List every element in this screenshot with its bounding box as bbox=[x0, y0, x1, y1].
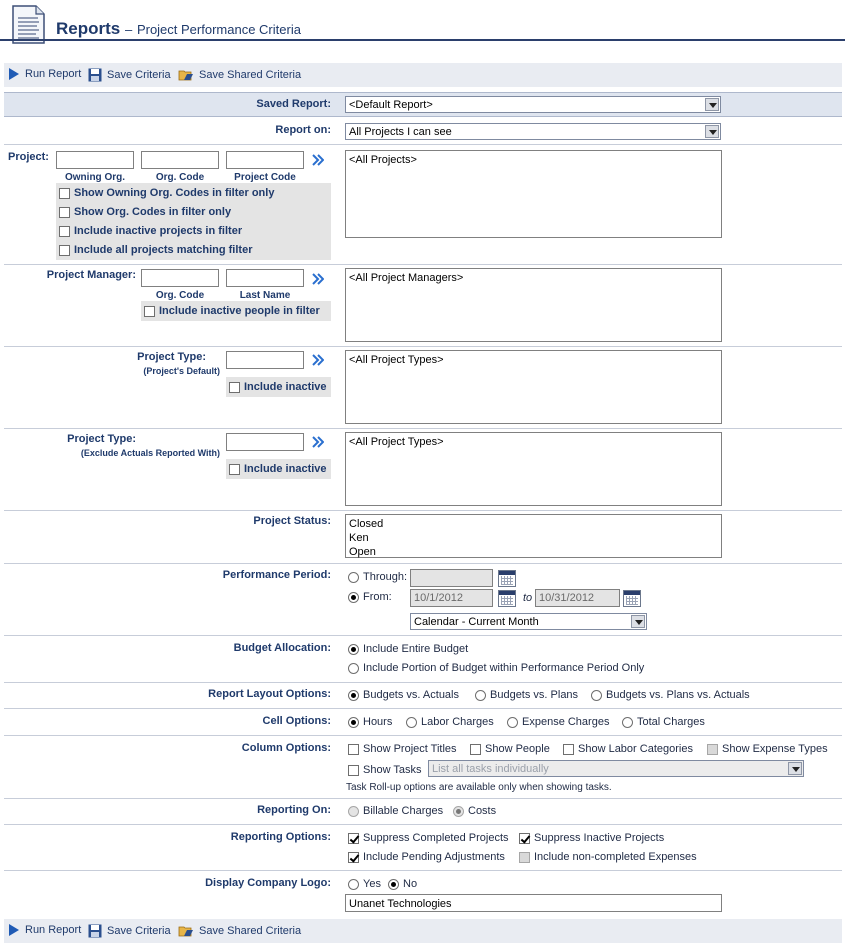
through-date-input[interactable] bbox=[410, 569, 493, 587]
row-divider bbox=[4, 798, 842, 799]
project-org-code-input[interactable] bbox=[141, 151, 219, 169]
checkbox[interactable] bbox=[348, 833, 359, 844]
show-tasks-option[interactable] bbox=[348, 764, 422, 776]
period-select-value: Calendar - Current Month bbox=[414, 616, 539, 628]
top-toolbar bbox=[4, 63, 842, 87]
report-on-select[interactable] bbox=[345, 123, 721, 140]
row-divider bbox=[4, 735, 842, 736]
performance-period-label: Performance Period: bbox=[222, 569, 331, 581]
save-criteria-button[interactable] bbox=[88, 68, 171, 82]
save-shared-criteria-button[interactable] bbox=[178, 68, 301, 82]
save-disk-icon bbox=[88, 68, 102, 82]
costs-option[interactable] bbox=[453, 805, 496, 817]
option-label: Include Pending Adjustments bbox=[363, 851, 505, 863]
list-item[interactable]: <All Project Managers> bbox=[349, 272, 464, 284]
show-expense-types-option[interactable] bbox=[707, 743, 828, 755]
option-label: Budgets vs. Plans vs. Actuals bbox=[606, 689, 750, 701]
checkbox[interactable] bbox=[519, 852, 530, 863]
save-shared-criteria-button[interactable] bbox=[178, 924, 301, 938]
checkbox[interactable] bbox=[229, 464, 240, 475]
project-code-input[interactable] bbox=[226, 151, 304, 169]
run-report-button[interactable] bbox=[8, 924, 81, 936]
option-label: Yes bbox=[363, 878, 381, 890]
option-label: Through: bbox=[363, 571, 408, 583]
option-label: No bbox=[403, 878, 418, 890]
include-inactive-people-option[interactable] bbox=[144, 305, 320, 317]
column-options-label: Column Options: bbox=[241, 742, 331, 754]
shared-folder-icon bbox=[178, 68, 194, 82]
project-type-exclude-sublabel: (Exclude Actuals Reported With) bbox=[80, 448, 220, 458]
project-search-arrow-icon[interactable] bbox=[312, 154, 324, 166]
list-item[interactable]: Ken bbox=[349, 532, 369, 544]
radio-button[interactable] bbox=[622, 717, 633, 728]
project-type-exclude-listbox[interactable] bbox=[345, 432, 722, 506]
checkbox[interactable] bbox=[519, 833, 530, 844]
layout-budgets-plans-actuals-option[interactable] bbox=[591, 689, 750, 701]
option-label: Budgets vs. Plans bbox=[490, 689, 579, 701]
org-code-caption: Org. Code bbox=[155, 172, 205, 183]
project-type-exclude-search-arrow-icon[interactable] bbox=[312, 436, 324, 448]
option-label: Show People bbox=[485, 743, 550, 755]
from-date-input[interactable]: 10/1/2012 bbox=[410, 589, 493, 607]
suppress-completed-projects-option[interactable] bbox=[348, 832, 509, 844]
bottom-toolbar bbox=[4, 919, 842, 943]
checkbox[interactable] bbox=[59, 207, 70, 218]
radio-button[interactable] bbox=[348, 644, 359, 655]
option-label: Include inactive people in filter bbox=[159, 305, 320, 317]
option-label: Include inactive bbox=[244, 463, 327, 475]
radio-button[interactable] bbox=[388, 879, 399, 890]
list-item[interactable]: <All Projects> bbox=[349, 154, 417, 166]
include-inactive-projects-option[interactable] bbox=[59, 225, 242, 237]
budget-allocation-label: Budget Allocation: bbox=[233, 642, 331, 654]
reporting-on-label: Reporting On: bbox=[257, 804, 331, 816]
option-label: Include all projects matching filter bbox=[74, 244, 253, 256]
page-title-separator: – bbox=[124, 22, 133, 37]
cell-expense-charges-option[interactable] bbox=[507, 716, 609, 728]
row-divider bbox=[4, 346, 842, 347]
radio-button[interactable] bbox=[348, 690, 359, 701]
page-subtitle: Project Performance Criteria bbox=[136, 22, 301, 37]
checkbox[interactable] bbox=[144, 306, 155, 317]
option-label: From: bbox=[363, 591, 392, 603]
cell-hours-option[interactable] bbox=[348, 716, 392, 728]
suppress-inactive-projects-option[interactable] bbox=[519, 832, 664, 844]
radio-button[interactable] bbox=[348, 806, 359, 817]
option-label: Labor Charges bbox=[421, 716, 494, 728]
radio-button[interactable] bbox=[348, 572, 359, 583]
checkbox[interactable] bbox=[229, 382, 240, 393]
to-label: to bbox=[523, 592, 533, 604]
option-label: Show Expense Types bbox=[722, 743, 828, 755]
saved-report-select[interactable] bbox=[345, 96, 721, 113]
list-item[interactable]: <All Project Types> bbox=[349, 436, 444, 448]
list-item[interactable]: Closed bbox=[349, 518, 384, 530]
row-divider bbox=[4, 264, 842, 265]
billable-charges-option[interactable] bbox=[348, 805, 443, 817]
show-project-titles-option[interactable] bbox=[348, 743, 457, 755]
owning-org-input[interactable] bbox=[56, 151, 134, 169]
option-label: Include Entire Budget bbox=[363, 643, 469, 655]
owning-org-caption: Owning Org. bbox=[65, 172, 125, 183]
pm-org-code-input[interactable] bbox=[141, 269, 219, 287]
option-label: Suppress Completed Projects bbox=[363, 832, 509, 844]
project-type-default-sublabel: (Project's Default) bbox=[143, 366, 220, 376]
project-code-caption: Project Code bbox=[234, 172, 296, 183]
option-label: Include non-completed Expenses bbox=[534, 851, 697, 863]
saved-report-label: Saved Report: bbox=[256, 98, 331, 110]
row-divider bbox=[4, 635, 842, 636]
row-divider bbox=[4, 428, 842, 429]
radio-button[interactable] bbox=[348, 592, 359, 603]
radio-button[interactable] bbox=[406, 717, 417, 728]
option-label: Hours bbox=[363, 716, 393, 728]
company-name-input[interactable]: Unanet Technologies bbox=[345, 894, 722, 912]
option-label: Include inactive projects in filter bbox=[74, 225, 243, 237]
save-criteria-label: Save Criteria bbox=[107, 69, 171, 81]
row-divider bbox=[4, 708, 842, 709]
option-label: Suppress Inactive Projects bbox=[534, 832, 665, 844]
cell-options-label: Cell Options: bbox=[262, 715, 331, 727]
include-non-completed-expenses-option[interactable] bbox=[519, 851, 697, 863]
radio-button[interactable] bbox=[475, 690, 486, 701]
option-label: Costs bbox=[468, 805, 497, 817]
run-report-button[interactable] bbox=[8, 68, 81, 80]
logo-no-option[interactable] bbox=[388, 878, 417, 890]
checkbox[interactable] bbox=[59, 188, 70, 199]
show-people-option[interactable] bbox=[470, 743, 550, 755]
report-layout-label: Report Layout Options: bbox=[208, 688, 331, 700]
pm-last-name-input[interactable] bbox=[226, 269, 304, 287]
save-criteria-button[interactable] bbox=[88, 924, 171, 938]
tasks-select[interactable] bbox=[428, 760, 804, 777]
project-type-default-input[interactable] bbox=[226, 351, 304, 369]
report-on-label: Report on: bbox=[275, 124, 331, 136]
checkbox[interactable] bbox=[563, 744, 574, 755]
project-listbox[interactable] bbox=[345, 150, 722, 238]
option-label: Billable Charges bbox=[363, 805, 444, 817]
checkbox[interactable] bbox=[348, 852, 359, 863]
saved-report-value: <Default Report> bbox=[349, 99, 433, 111]
radio-button[interactable] bbox=[591, 690, 602, 701]
checkbox[interactable] bbox=[707, 744, 718, 755]
include-pending-adjustments-option[interactable] bbox=[348, 851, 505, 863]
project-type-default-include-inactive-option[interactable] bbox=[229, 381, 327, 393]
option-label: Expense Charges bbox=[522, 716, 610, 728]
show-org-codes-option[interactable] bbox=[59, 206, 231, 218]
page-title-main: Reports bbox=[56, 19, 121, 38]
row-divider bbox=[4, 682, 842, 683]
project-manager-label: Project Manager: bbox=[46, 269, 136, 281]
pm-search-arrow-icon[interactable] bbox=[312, 273, 324, 285]
through-calendar-icon[interactable] bbox=[498, 570, 516, 587]
checkbox[interactable] bbox=[348, 744, 359, 755]
pm-org-code-caption: Org. Code bbox=[155, 290, 205, 301]
dropdown-arrow-icon bbox=[631, 615, 645, 628]
project-status-listbox[interactable] bbox=[345, 514, 722, 558]
cell-total-charges-option[interactable] bbox=[622, 716, 705, 728]
header-rule bbox=[0, 39, 845, 41]
to-date-input[interactable]: 10/31/2012 bbox=[535, 589, 620, 607]
play-icon bbox=[8, 68, 20, 80]
to-calendar-icon[interactable] bbox=[623, 590, 641, 607]
list-item[interactable]: <All Project Types> bbox=[349, 354, 444, 366]
page-title bbox=[56, 19, 301, 39]
option-label: Show Owning Org. Codes in filter only bbox=[74, 187, 275, 199]
dropdown-arrow-icon bbox=[705, 98, 719, 111]
dropdown-arrow-icon bbox=[705, 125, 719, 138]
option-label: Budgets vs. Actuals bbox=[363, 689, 459, 701]
include-all-matching-option[interactable] bbox=[59, 244, 252, 256]
include-portion-budget-option[interactable] bbox=[348, 662, 644, 674]
radio-button[interactable] bbox=[507, 717, 518, 728]
option-label: Include Portion of Budget within Performance Period Only bbox=[363, 662, 645, 674]
radio-button[interactable] bbox=[348, 663, 359, 674]
layout-budgets-vs-plans-option[interactable] bbox=[475, 689, 578, 701]
show-labor-categories-option[interactable] bbox=[563, 743, 693, 755]
project-type-exclude-input[interactable] bbox=[226, 433, 304, 451]
show-owning-org-codes-option[interactable] bbox=[59, 187, 274, 199]
save-shared-criteria-label: Save Shared Criteria bbox=[199, 925, 302, 937]
project-type-search-arrow-icon[interactable] bbox=[312, 354, 324, 366]
radio-button[interactable] bbox=[348, 879, 359, 890]
radio-button[interactable] bbox=[348, 717, 359, 728]
from-calendar-icon[interactable] bbox=[498, 590, 516, 607]
save-criteria-label: Save Criteria bbox=[107, 925, 171, 937]
project-type-exclude-include-inactive-option[interactable] bbox=[229, 463, 327, 475]
pm-last-name-caption: Last Name bbox=[239, 290, 291, 301]
logo-yes-option[interactable] bbox=[348, 878, 381, 890]
reporting-options-label: Reporting Options: bbox=[230, 831, 331, 843]
option-label: Show Labor Categories bbox=[578, 743, 693, 755]
option-label: Total Charges bbox=[637, 716, 705, 728]
save-disk-icon bbox=[88, 924, 102, 938]
cell-labor-charges-option[interactable] bbox=[406, 716, 494, 728]
option-label: Include inactive bbox=[244, 381, 327, 393]
dropdown-arrow-icon bbox=[788, 762, 802, 775]
checkbox[interactable] bbox=[348, 765, 359, 776]
run-report-label: Run Report bbox=[25, 68, 82, 80]
project-status-label: Project Status: bbox=[253, 515, 331, 527]
task-rollup-note: Task Roll-up options are available only when showing tasks. bbox=[346, 782, 612, 793]
shared-folder-icon bbox=[178, 924, 194, 938]
checkbox[interactable] bbox=[470, 744, 481, 755]
from-option[interactable] bbox=[348, 591, 392, 603]
through-option[interactable] bbox=[348, 571, 407, 583]
row-divider bbox=[4, 563, 842, 564]
radio-button[interactable] bbox=[453, 806, 464, 817]
row-divider bbox=[4, 824, 842, 825]
project-type-default-listbox[interactable] bbox=[345, 350, 722, 424]
checkbox[interactable] bbox=[59, 245, 70, 256]
option-label: Show Org. Codes in filter only bbox=[74, 206, 232, 218]
project-type-default-label: Project Type: bbox=[137, 351, 206, 363]
include-entire-budget-option[interactable] bbox=[348, 643, 468, 655]
report-on-value: All Projects I can see bbox=[349, 126, 452, 138]
tasks-select-value: List all tasks individually bbox=[432, 763, 549, 775]
period-select[interactable] bbox=[410, 613, 647, 630]
option-label: Show Project Titles bbox=[363, 743, 457, 755]
row-divider bbox=[4, 870, 842, 871]
project-type-exclude-label: Project Type: bbox=[67, 433, 136, 445]
row-divider bbox=[4, 144, 842, 145]
checkbox[interactable] bbox=[59, 226, 70, 237]
option-label: Show Tasks bbox=[363, 764, 422, 776]
layout-budgets-vs-actuals-option[interactable] bbox=[348, 689, 459, 701]
save-shared-criteria-label: Save Shared Criteria bbox=[199, 69, 302, 81]
project-label: Project: bbox=[8, 151, 49, 163]
display-company-logo-label: Display Company Logo: bbox=[205, 877, 331, 889]
list-item[interactable]: Open bbox=[349, 546, 376, 558]
play-icon bbox=[8, 924, 20, 936]
run-report-label: Run Report bbox=[25, 924, 82, 936]
project-manager-listbox[interactable] bbox=[345, 268, 722, 342]
row-divider bbox=[4, 510, 842, 511]
